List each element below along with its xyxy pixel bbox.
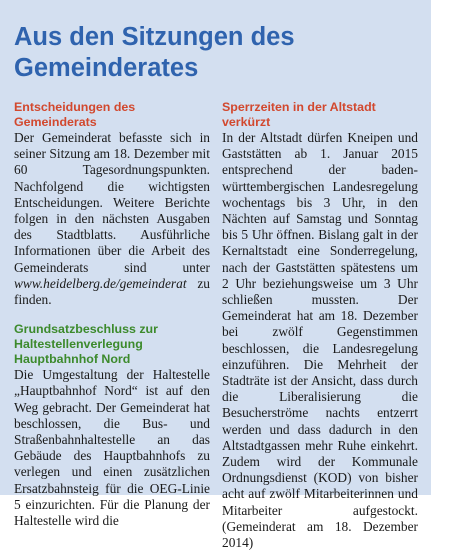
gemeinderat-link[interactable]: www.heidelberg.de/gemeinderat <box>14 275 187 291</box>
section-entscheidungen <box>14 100 210 308</box>
section-sperrzeiten <box>222 100 418 551</box>
section-heading: Entscheidungen des Gemeinderats <box>14 100 136 129</box>
section-haltestelle <box>14 322 210 529</box>
section-text-before: Der Gemeinderat befasste sich in seiner Sitzung am 18. Dezember mit 60 Tagesordnungspunkten. Nachfolgend die wichtigsten Entscheidungen. Weitere Berichte folgen in den nächsten Ausgaben des Stadtblatts. Ausführliche Informationen über die Arbeit des Gemeinderats sind unter <box>14 130 210 275</box>
section-text-after: zu finden. <box>14 275 210 308</box>
page-title: Aus den Sitzungen des Gemeinderates <box>14 23 295 82</box>
section-text: Die Umgestaltung der Haltestelle „Hauptbahnhof Nord“ ist auf den Weg gebracht. Der Gemeinderat hat beschlossen, die Bus- und Straßenbahnhaltestelle an das Gebäude des Hauptbahnhofs zu verlegen und einen zusätzlichen Ersatzbahnsteig für die OEG-Linie 5 einzurichten. Für die Planung der Haltestelle wird die <box>14 367 210 529</box>
section-text: In der Altstadt dürfen Kneipen und Gaststätten ab 1. Januar 2015 entsprechend der baden-württembergischen Landesregelung wochentags bis 3 Uhr, in den Nächten auf Samstag und Sonntag bis 5 Uhr öffnen. Bislang galt in der Kernaltstadt eine Sonderregelung, nach der Gaststätten spätestens um 2 Uhr beziehungsweise um 3 Uhr schließen mussten. Der Gemeinderat hat am 18. Dezember bei zwölf Gegenstimmen beschlossen, die Landesregelung einzuführen. Die Mehrheit der Stadträte ist der Ansicht, dass durch die Liberalisierung die Besucherströme nachts entzerrt werden und dass dadurch in den Altstadtgassen mehr Ruhe einkehrt. Zudem wird der Kommunale Ordnungsdienst (KOD) von bisher acht auf zwölf Mitarbeiterinnen und Mitarbeiter aufgestockt. (Gemeinderat am 18. Dezember 2014) <box>222 130 418 551</box>
right-column <box>222 100 418 551</box>
section-heading: Sperrzeiten in der Altstadt verkürzt <box>222 100 376 129</box>
left-column <box>14 100 210 529</box>
section-heading: Grundsatzbeschluss zur Haltestellenverlegung Hauptbahnhof Nord <box>14 322 158 367</box>
section-text <box>14 130 210 308</box>
